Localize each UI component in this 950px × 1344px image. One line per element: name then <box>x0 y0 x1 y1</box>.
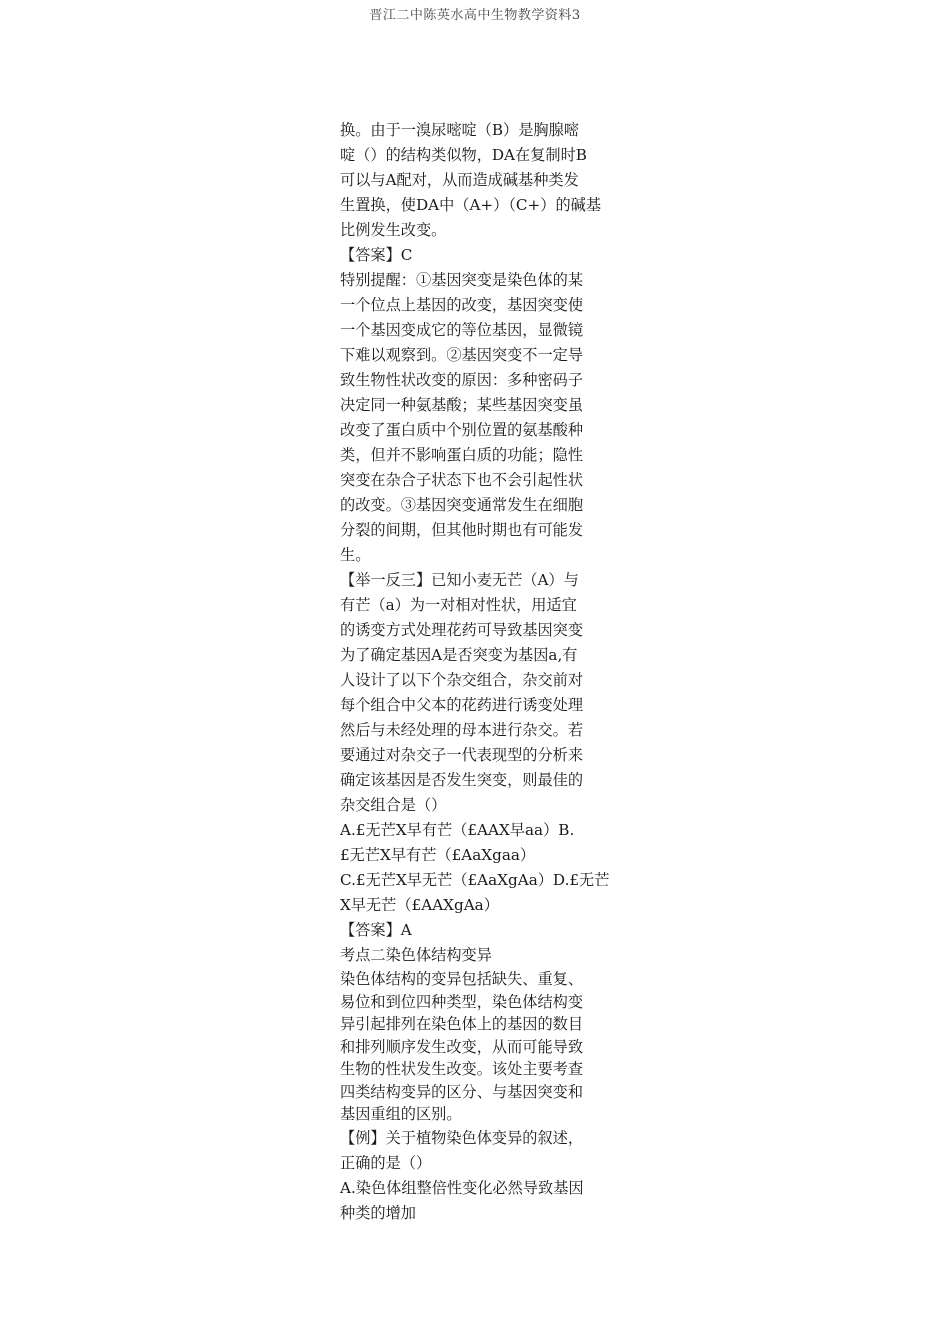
option-line: A.£无芒X早有芒（£AAX早aa）B. <box>340 821 575 839</box>
answer-line: 【答案】A <box>340 921 412 939</box>
text-line: 分裂的间期，但其他时期也有可能发 <box>340 521 583 539</box>
text-line: 比例发生改变。 <box>340 221 447 239</box>
text-line: 致生物性状改变的原因：多种密码子 <box>340 371 583 389</box>
section-heading: 考点二染色体结构变异 <box>340 946 492 964</box>
text-line: 正确的是（） <box>340 1153 432 1172</box>
text-line: 异引起排列在染色体上的基因的数目 <box>340 1015 583 1033</box>
text-line: 类，但并不影响蛋白质的功能；隐性 <box>340 446 583 464</box>
option-line: A.染色体组整倍性变化必然导致基因 <box>340 1178 584 1197</box>
text-line: 然后与未经处理的母本进行杂交。若 <box>340 721 583 739</box>
text-line: 基因重组的区别。 <box>340 1105 462 1123</box>
answer-line: 【答案】C <box>340 246 413 264</box>
option-line: X早无芒（£AAXgAa） <box>340 896 499 914</box>
text-line: 可以与A配对，从而造成碱基种类发 <box>340 171 579 189</box>
text-line: 有芒（a）为一对相对性状，用适宜 <box>340 596 577 614</box>
text-line: 【举一反三】已知小麦无芒（A）与 <box>340 571 579 589</box>
text-line: 杂交组合是（） <box>340 796 447 814</box>
text-line: 改变了蛋白质中个别位置的氨基酸种 <box>340 421 583 439</box>
text-line: 要通过对杂交子一代表现型的分析来 <box>340 746 583 764</box>
text-line: 的改变。③基因突变通常发生在细胞 <box>340 496 583 514</box>
text-line: 换。由于一溴尿嘧啶（B）是胸腺嘧 <box>340 121 579 139</box>
example-line: 【例】关于植物染色体变异的叙述， <box>340 1128 583 1147</box>
text-line: 一个位点上基因的改变，基因突变使 <box>340 296 583 314</box>
text-line: 染色体结构的变异包括缺失、重复、 <box>340 970 583 988</box>
text-line: 人设计了以下个杂交组合，杂交前对 <box>340 671 583 689</box>
text-line: 为了确定基因A是否突变为基因a,有 <box>340 646 578 664</box>
text-line: 生置换，使DA中（A+）（C+）的碱基 <box>340 196 602 214</box>
text-column <box>340 118 620 1226</box>
text-line: 突变在杂合子状态下也不会引起性状 <box>340 471 583 489</box>
option-line: £无芒X早有芒（£AaXgaa） <box>340 846 536 864</box>
page-header: 晋江二中陈英水高中生物教学资料3 <box>369 8 581 23</box>
text-line: 啶（）的结构类似物，DA在复制时B <box>340 146 587 164</box>
text-line: 确定该基因是否发生突变，则最佳的 <box>340 771 583 789</box>
text-line: 决定同一种氨基酸；某些基因突变虽 <box>340 396 583 414</box>
text-line: 易位和到位四种类型，染色体结构变 <box>340 992 583 1011</box>
text-line: 一个基因变成它的等位基因，显微镜 <box>340 321 583 339</box>
text-line: 下难以观察到。②基因突变不一定导 <box>340 346 583 364</box>
text-line: 生物的性状发生改变。该处主要考查 <box>340 1060 583 1078</box>
text-line: 四类结构变异的区分、与基因突变和 <box>340 1082 583 1101</box>
text-line: 每个组合中父本的花药进行诱变处理 <box>340 696 583 714</box>
text-line: 特别提醒：①基因突变是染色体的某 <box>340 271 583 289</box>
option-line: C.£无芒X早无芒（£AaXgAa）D.£无芒 <box>340 871 610 889</box>
option-line: 种类的增加 <box>340 1203 416 1222</box>
text-line: 的诱变方式处理花药可导致基因突变 <box>340 621 583 639</box>
text-line: 生。 <box>340 546 371 564</box>
text-line: 和排列顺序发生改变，从而可能导致 <box>340 1037 583 1056</box>
